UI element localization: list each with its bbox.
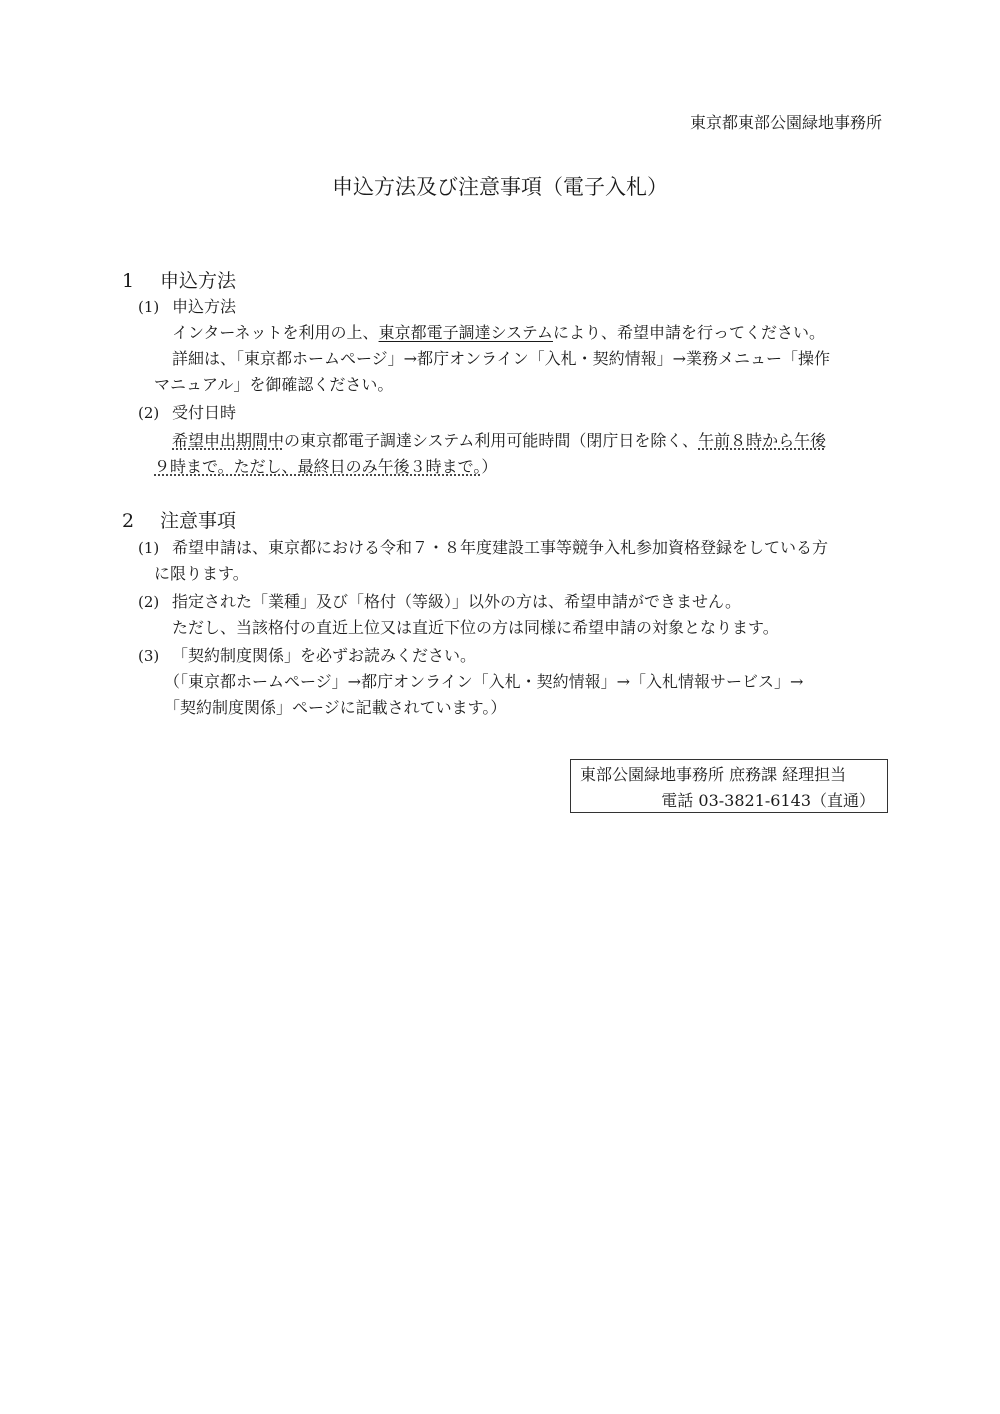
item-number: (2)	[138, 404, 160, 422]
paragraph-line: ただし、当該格付の直近上位又は直近下位の方は同様に希望申請の対象となります。	[172, 618, 779, 637]
paragraph-line: 詳細は、「東京都ホームページ」→都庁オンライン「入札・契約情報」→業務メニュー「操作	[172, 349, 831, 368]
item-number: (2)	[138, 593, 160, 611]
section-2-heading: 注意事項	[160, 510, 237, 532]
hours-text: 午前８時から午後	[698, 431, 827, 450]
page-title: 申込方法及び注意事項（電子入札）	[332, 175, 668, 199]
contact-phone: 電話 03-3821-6143（直通）	[661, 791, 875, 810]
item-number: (1)	[138, 539, 160, 557]
contact-box	[570, 759, 888, 813]
item-number: (3)	[138, 647, 160, 665]
office-name: 東京都東部公園緑地事務所	[689, 113, 882, 132]
hours-text: ９時まで。ただし、最終日のみ午後３時まで。	[154, 457, 482, 476]
paragraph-line: ９時まで。ただし、最終日のみ午後３時まで。）	[154, 457, 498, 476]
section-1-number: 1	[122, 270, 135, 292]
section-1-heading: 申込方法	[160, 270, 237, 292]
paragraph-line: 希望申請は、東京都における令和７・８年度建設工事等競争入札参加資格登録をしている方	[172, 538, 829, 557]
paragraph-line: 「契約制度関係」ページに記載されています。）	[164, 698, 507, 717]
paragraph-line: マニュアル」を御確認ください。	[154, 375, 394, 394]
paragraph-line: 希望申出期間中の東京都電子調達システム利用可能時間（閉庁日を除く、午前８時から午後	[172, 431, 827, 450]
paragraph-line: に限ります。	[154, 564, 249, 583]
item-number: (1)	[138, 298, 160, 316]
item-label: 申込方法	[172, 297, 237, 316]
contact-department: 東部公園緑地事務所 庶務課 経理担当	[580, 765, 847, 784]
procurement-system-link[interactable]: 東京都電子調達システム	[378, 323, 553, 342]
paragraph-line: （「東京都ホームページ」→都庁オンライン「入札・契約情報」→「入札情報サービス」→	[164, 672, 804, 691]
paragraph-line: インターネットを利用の上、東京都電子調達システムにより、希望申請を行ってください。	[172, 323, 825, 342]
application-period: 希望申出期間中	[172, 431, 285, 450]
item-label: 受付日時	[172, 403, 237, 422]
paragraph-line: 「契約制度関係」を必ずお読みください。	[172, 646, 477, 665]
paragraph-line: 指定された「業種」及び「格付（等級）」以外の方は、希望申請ができません。	[172, 592, 741, 611]
section-2-number: 2	[122, 510, 135, 532]
